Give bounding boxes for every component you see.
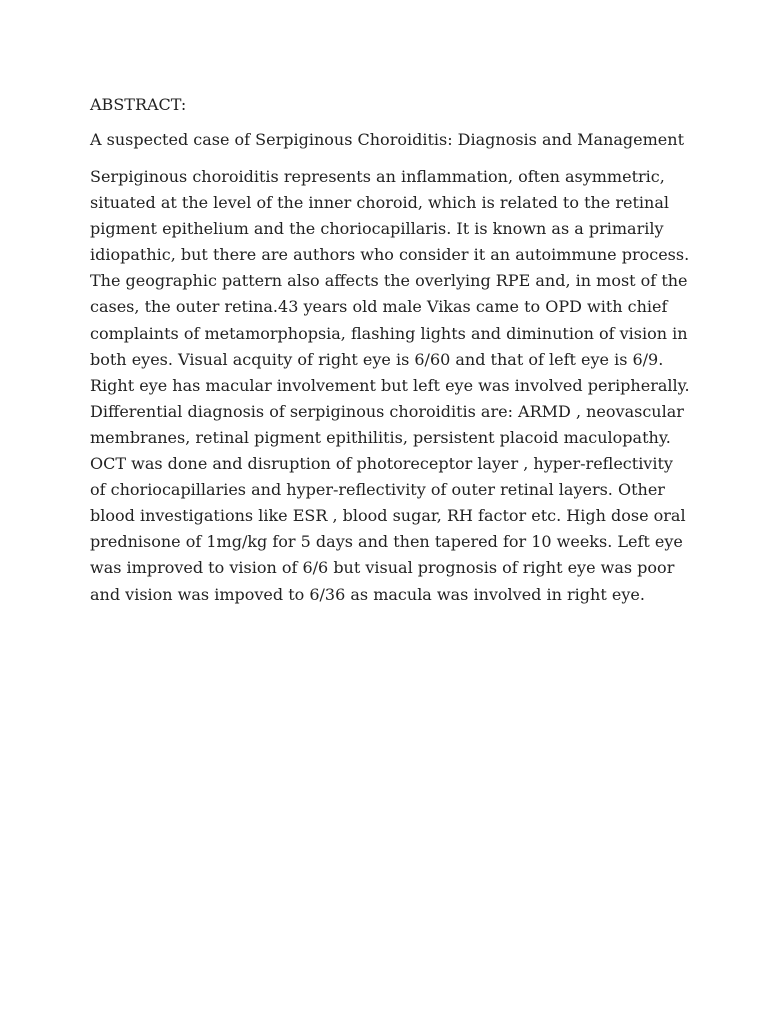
abstract-body: Serpiginous choroiditis represents an inflammation, often asymmetric, situated at the level of the inner choroid, which is related to the retinal pigment epithelium and the choriocapillaris. It is known as a primarily idiopathic, but there are authors who consider it an autoimmune process. The geographic pattern also affects the overlying RPE and, in most of the cases, the outer retina.43 years old male Vikas came to OPD with chief complaints of metamorphopsia, flashing lights and diminution of vision in both eyes. Visual acquity of right eye is 6/60 and that of left eye is 6/9. Right eye has macular involvement but left eye was involved peripherally. Differential diagnosis of serpiginous choroiditis are: ARMD , neovascular membranes, retinal pigment epithilitis, persistent placoid maculopathy. OCT was done and disruption of photoreceptor layer , hyper-reflectivity of choriocapillaries and hyper-reflectivity of outer retinal layers. Other blood investigations like ESR , blood sugar, RH factor etc. High dose oral prednisone of 1mg/kg for 5 days and then tapered for 10 weeks. Left eye was improved to vision of 6/6 but visual prognosis of right eye was poor and vision was impoved to 6/36 as macula was involved in right eye. (90, 167, 690, 604)
abstract-heading: ABSTRACT: (90, 95, 187, 114)
document-content (90, 94, 690, 608)
abstract-title: A suspected case of Serpiginous Choroiditis: Diagnosis and Management (90, 130, 684, 149)
